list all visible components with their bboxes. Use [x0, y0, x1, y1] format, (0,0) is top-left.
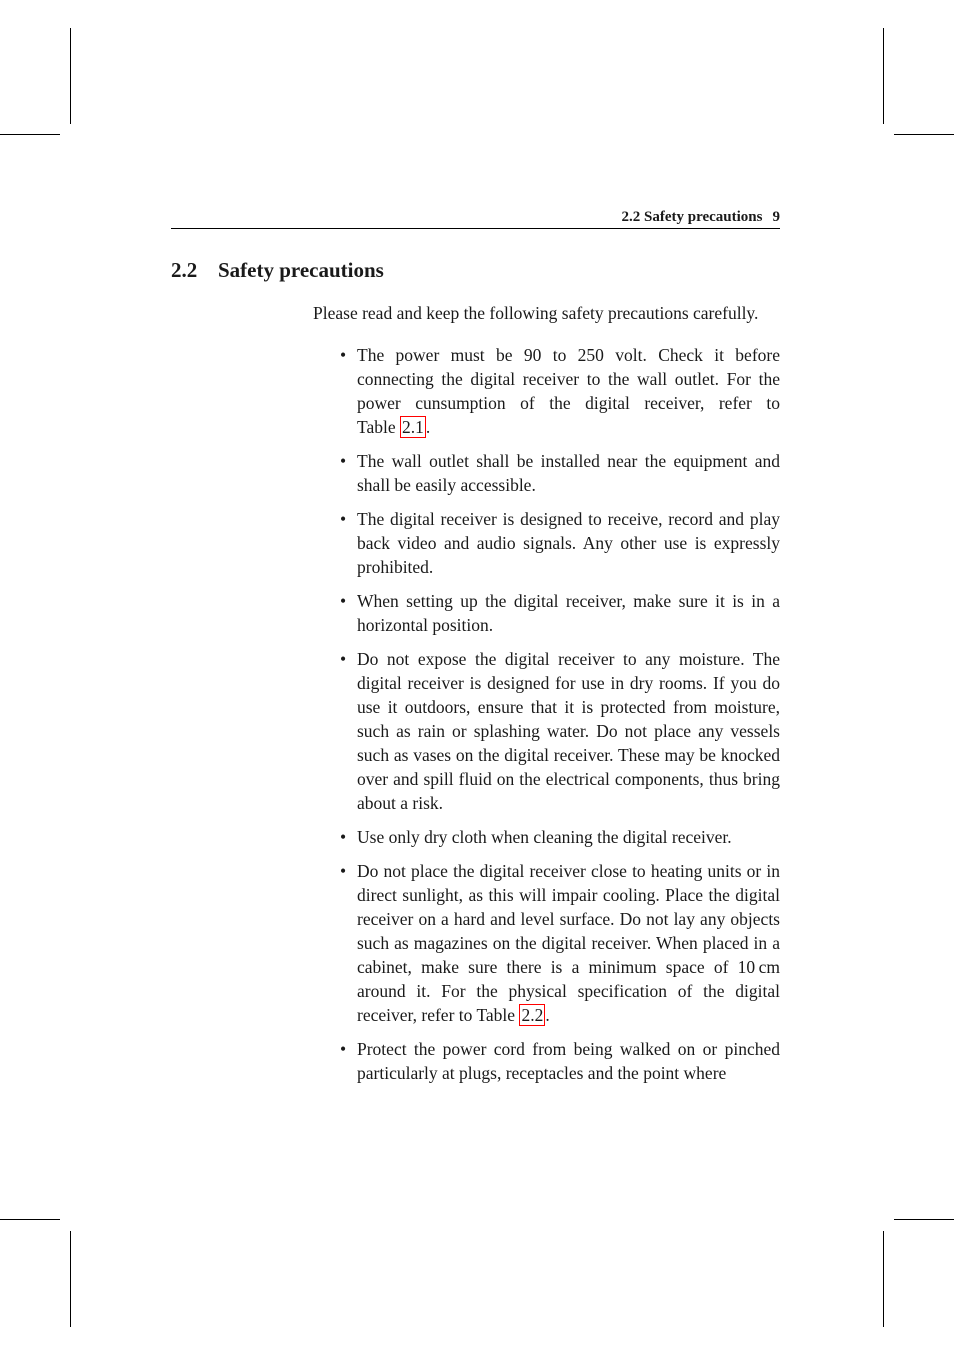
crop-mark-top-left-vertical	[70, 28, 71, 124]
list-item-text-end: .	[425, 417, 431, 437]
section-number: 2.2	[171, 258, 198, 282]
list-item-text: The digital receiver is designed to receive, record and play back video and audio signals. Any other use is expressly prohibited.	[357, 509, 780, 577]
list-item-text: Protect the power cord from being walked on or pinched particularly at plugs, receptacles and the point where	[357, 1039, 780, 1083]
list-item	[340, 647, 780, 815]
bullet-icon: •	[340, 345, 347, 365]
list-item-text: Do not place the digital receiver close to heating units or in direct sunlight, as this will impair cooling. Place the digital receiver on a hard and level surface. Do not lay any objects such as magazines on the digital receiver. When placed in a cabinet, make sure there is a minimum space of 10 cm around it. For the physical specification of the digital receiver, refer to Table	[357, 861, 780, 1025]
list-item	[340, 825, 780, 849]
bullet-icon: •	[340, 1039, 347, 1059]
list-item-text: The power must be 90 to 250 volt. Check it before connecting the digital receiver to the wall outlet. For the power cunsumption of the digital receiver, refer to Table	[357, 345, 780, 437]
list-item	[340, 589, 780, 637]
list-item-text-end: .	[545, 1005, 550, 1025]
crop-mark-bottom-right-vertical	[883, 1231, 884, 1327]
table-reference-link[interactable]: 2.1	[402, 417, 424, 437]
bullet-icon: •	[340, 861, 347, 881]
crop-mark-bottom-left-horizontal	[0, 1219, 60, 1220]
list-item-text: The wall outlet shall be installed near the equipment and shall be easily accessible.	[357, 451, 780, 495]
bullet-icon: •	[340, 591, 347, 611]
list-item-text: Use only dry cloth when cleaning the digital receiver.	[357, 827, 732, 847]
list-item	[340, 343, 780, 439]
section-body	[313, 301, 780, 1095]
list-item-text: When setting up the digital receiver, make sure it is in a horizontal position.	[357, 591, 780, 635]
bullet-icon: •	[340, 649, 347, 669]
running-head	[171, 206, 780, 229]
page-number: 9	[772, 209, 780, 225]
list-item	[340, 507, 780, 579]
list-item-text: Do not expose the digital receiver to any moisture. The digital receiver is designed for use in dry rooms. If you do use it outdoors, ensure that it is protected from moisture, such as rain or splashing water. Do not place any vessels such as vases on the digital receiver. These may be knocked over and spill fluid on the electrical components, thus bring about a risk.	[357, 649, 780, 813]
bullet-icon: •	[340, 827, 347, 847]
crop-mark-bottom-left-vertical	[70, 1231, 71, 1327]
running-head-title: 2.2 Safety precautions	[621, 209, 763, 225]
precautions-list	[313, 343, 780, 1085]
crop-mark-top-left-horizontal	[0, 134, 60, 135]
section-heading	[171, 256, 384, 284]
table-reference-link[interactable]: 2.2	[521, 1005, 544, 1025]
crop-mark-bottom-right-horizontal	[894, 1219, 954, 1220]
list-item	[340, 449, 780, 497]
intro-paragraph: Please read and keep the following safety precautions carefully.	[313, 303, 759, 323]
bullet-icon: •	[340, 451, 347, 471]
crop-mark-top-right-vertical	[883, 28, 884, 124]
list-item	[340, 859, 780, 1027]
list-item	[340, 1037, 780, 1085]
bullet-icon: •	[340, 509, 347, 529]
section-title: Safety precautions	[218, 258, 384, 282]
crop-mark-top-right-horizontal	[894, 134, 954, 135]
